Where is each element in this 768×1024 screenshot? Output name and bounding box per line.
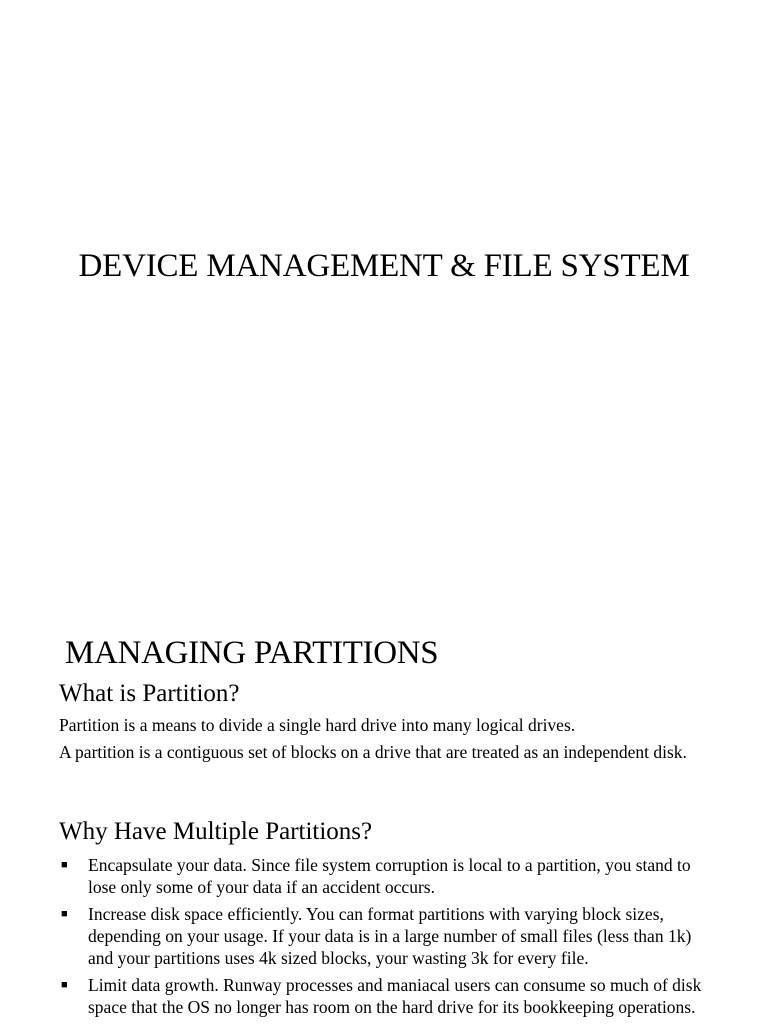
list-item [59, 903, 719, 969]
list-item [59, 974, 719, 1018]
list-item-text: Limit data growth. Runway processes and maniacal users can consume so much of disk space that the OS no longer has room on the hard drive for its bookkeeping operations. [88, 975, 702, 1017]
paragraph: Partition is a means to divide a single hard drive into many logical drives. [59, 715, 576, 735]
square-bullet-icon: ■ [61, 859, 68, 871]
slide-title: DEVICE MANAGEMENT & FILE SYSTEM [78, 248, 690, 284]
list-item-text: Encapsulate your data. Since file system corruption is local to a partition, you stand to lose only some of your data if an accident occurs. [88, 855, 691, 897]
square-bullet-icon: ■ [61, 908, 68, 920]
paragraph: A partition is a contiguous set of blocks on a drive that are treated as an independent disk. [59, 742, 687, 762]
bullet-list [59, 854, 719, 1023]
section-heading: MANAGING PARTITIONS [65, 635, 439, 671]
list-item [59, 854, 719, 898]
square-bullet-icon: ■ [61, 979, 68, 991]
what-is-partition-heading: What is Partition? [59, 680, 240, 707]
why-multiple-partitions-heading: Why Have Multiple Partitions? [59, 818, 373, 845]
list-item-text: Increase disk space efficiently. You can format partitions with varying block sizes, depending on your usage. If your data is in a large number of small files (less than 1k) and your partitions uses 4k sized blocks, your wasting 3k for every file. [88, 904, 692, 968]
